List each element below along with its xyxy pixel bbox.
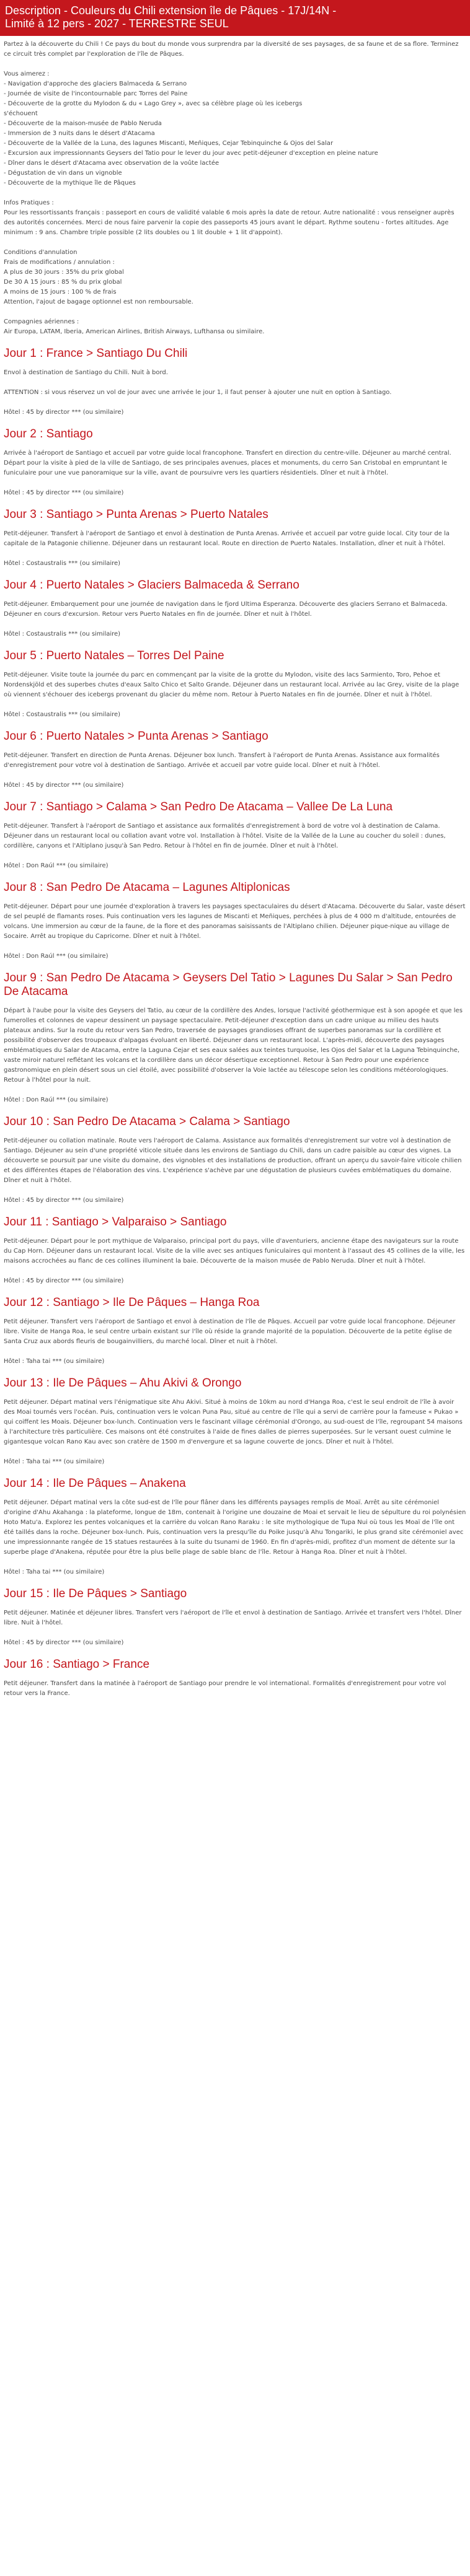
highlight-item: - Immersion de 3 nuits dans le désert d'Atacama xyxy=(4,130,155,137)
highlight-item: s'échouent xyxy=(4,110,38,117)
day-hotel: Hôtel : Don Raúl *** (ou similaire) xyxy=(4,953,109,960)
highlight-item: - Dîner dans le désert d'Atacama avec observation de la voûte lactée xyxy=(4,160,219,167)
day-paragraph: Petit-déjeuner. Transfert à l'aéroport de Santiago et assistance aux formalités d'enregistrement à bord de votre vol à destination de Calama. Déjeuner dans un restaurant local ou collation avant votre vol. Installation à l'hôtel. Visite de la Vallée de la Lune au coucher du soleil : dunes, cordillère, canyons et l'Altiplano jusqu'à San Pedro. Retour à l'hôtel en fin de journée. Dîner et nuit à l'hôtel. xyxy=(4,823,446,849)
page-title-line-1: Description - Couleurs du Chili extension île de Pâques - 17J/14N - xyxy=(5,4,337,17)
day-section xyxy=(0,1115,470,1206)
cancellation-title: Conditions d'annulation xyxy=(4,249,78,256)
day-title: Jour 4 : Puerto Natales > Glaciers Balmaceda & Serrano xyxy=(4,579,299,592)
highlight-item: - Journée de visite de l'incontournable parc Torres del Paine xyxy=(4,90,188,97)
day-hotel: Hôtel : Costaustralis *** (ou similaire) xyxy=(4,560,121,567)
day-body xyxy=(0,751,470,791)
highlight-item: - Découverte de la Vallée de la Luna, des lagunes Miscanti, Meñiques, Cejar Tebinquinche & Ojos del Salar xyxy=(4,140,334,147)
day-hotel: Hôtel : Taha tai *** (ou similaire) xyxy=(4,1458,105,1465)
day-hotel: Hôtel : Costaustralis *** (ou similaire) xyxy=(4,711,121,718)
day-paragraph: Envol à destination de Santiago du Chili. Nuit à bord. xyxy=(4,369,168,376)
page-title-banner xyxy=(0,0,470,36)
day-title: Jour 15 : Ile De Pâques > Santiago xyxy=(4,1587,187,1600)
cancellation-block xyxy=(4,248,466,307)
day-section xyxy=(0,649,470,720)
intro-section xyxy=(0,40,470,337)
day-paragraph: Petit déjeuner. Matinée et déjeuner libres. Transfert vers l'aéroport de l'île et envol à destination de Santiago. Arrivée et transfert vers l'hôtel. Dîner libre. Nuit à l'hôtel. xyxy=(4,1610,462,1626)
practical-info-text: Pour les ressortissants français : passeport en cours de validité valable 6 mois après la date de retour. Autre nationalité : vous renseigner auprès des autorités concernées. Merci de nous faire parvenir la copie des passeports 45 jours avant le départ. Rythme soutenu - fortes altitudes. Age minimum : 9 ans. Chambre triple possible (2 lits doubles ou 1 lit double + 1 lit d'appoint). xyxy=(4,209,454,236)
day-title: Jour 8 : San Pedro De Atacama – Lagunes Altiplonicas xyxy=(4,881,290,894)
day-body xyxy=(0,600,470,639)
day-section xyxy=(0,1296,470,1367)
day-section xyxy=(0,730,470,791)
cancellation-item: A plus de 30 jours : 35% du prix global xyxy=(4,269,124,276)
day-body xyxy=(0,1679,470,1699)
day-paragraph: Petit-déjeuner ou collation matinale. Route vers l'aéroport de Calama. Assistance aux formalités d'enregistrement sur votre vol à destination de Santiago. Déjeuner au sein d'une propriété viticole située dans les environs de Santiago du Chili, dans un cadre paisible au cœur des vignes. La découverte se poursuit par une visite du domaine, des vignobles et des installations de production, offrant un aperçu du savoir-faire viticole chilien et des différentes étapes de l'élaboration des vins. L'expérience s'achève par une dégustation de plusieurs cuvées emblématiques du domaine. Dîner et nuit à l'hôtel. xyxy=(4,1137,462,1184)
day-hotel: Hôtel : Taha tai *** (ou similaire) xyxy=(4,1358,105,1365)
highlight-item: - Excursion aux impressionnants Geysers del Tatio pour le lever du jour avec petit-déjeuner d'exception en pleine nature xyxy=(4,150,378,157)
cancellation-item: De 30 A 15 jours : 85 % du prix global xyxy=(4,279,122,286)
practical-info-block xyxy=(4,198,466,238)
day-body xyxy=(0,368,470,418)
day-paragraph: Petit déjeuner. Départ matinal vers l'énigmatique site Ahu Akivi. Situé à moins de 10km au nord d'Hanga Roa, c'est le seul endroit de l'île à avoir des Moai tournés vers l'océan. Puis, continuation vers le volcan Puna Pau, situé au centre de l'île qui a servi de carrière pour la fameuse « Pukao » qui coiffent les Moais. Déjeuner box-lunch. Continuation vers le fascinant village cérémonial d'Orongo, au sud-ouest de l'île, regroupant 54 maisons à l'architecture très particulière. Ces maisons ont été construites à l'aide de fines dalles de pierres superposées. Sur le versant ouest culmine le gigantesque volcan Rano Kau avec son cratère de 1500 m d'envergure et sa lagune couverte de joncs. Dîner et nuit à l'hôtel. xyxy=(4,1399,463,1445)
day-body xyxy=(0,1136,470,1206)
day-title: Jour 11 : Santiago > Valparaiso > Santiago xyxy=(4,1216,227,1229)
day-section xyxy=(0,347,470,418)
day-body xyxy=(0,1006,470,1105)
day-hotel: Hôtel : Don Raúl *** (ou similaire) xyxy=(4,862,109,869)
day-paragraph: Petit déjeuner. Départ matinal vers la côte sud-est de l'île pour flâner dans les différents paysages remplis de Moaï. Arrêt au site cérémoniel d'origine d'Ahu Akahanga : la plateforme, longue de 18m, contenait à l'origine une douzaine de Moai et servait le lieu de sépulture du roi polynésien Hoto Matu'a. Explorez les pentes volcaniques et la carrière du volcan Rano Raraku : le site mythologique de Tupa Nui où tous les Moaï de l'île ont été taillés dans la roche. Déjeuner box-lunch. Puis, continuation vers la presqu'île du Poike jusqu'à Ahu Tongariki, le plus grand site cérémoniel avec une impressionnante rangée de 15 statues restaurées à la suite du tsunami de 1960. En fin d'après-midi, profitez d'un moment de détente sur la superbe plage d'Anakena, réputée pour être la plus belle plage de sable blanc de l'île. Retour à Hanga Roa. Dîner et nuit à l'hôtel. xyxy=(4,1499,466,1556)
day-section xyxy=(0,1477,470,1577)
day-section xyxy=(0,1377,470,1467)
day-title: Jour 14 : Ile De Pâques – Anakena xyxy=(4,1477,186,1490)
day-body xyxy=(0,1398,470,1467)
highlights-block xyxy=(4,69,466,188)
day-title: Jour 2 : Santiago xyxy=(4,427,93,440)
day-body xyxy=(0,1237,470,1286)
day-hotel: Hôtel : 45 by director *** (ou similaire) xyxy=(4,1277,124,1284)
cancellation-item: Frais de modifications / annulation : xyxy=(4,259,115,266)
day-body xyxy=(0,670,470,720)
day-paragraph: Départ à l'aube pour la visite des Geysers del Tatio, au cœur de la cordillère des Andes, lorsque l'activité géothermique est à son apogée et que les fumerolles et colonnes de vapeur dessinent un paysage spectaculaire. Petit-déjeuner d'exception dans un cadre unique au milieu des hauts plateaux andins. Sur la route du retour vers San Pedro, traversée de paysages grandioses offrant de superbes panoramas sur la cordillère et possibilité d'observer des troupeaux d'alpagas évoluant en liberté. Déjeuner dans un restaurant local. L'après-midi, découverte des paysages emblématiques du Salar de Atacama, entre la Laguna Cejar et ses eaux salées aux teintes turquoise, les Ojos del Salar et la Laguna Tebinquinche, vaste miroir naturel reflétant les volcans et la cordillère dans un décor désertique exceptionnel. Retour à San Pedro pour une expérience gastronomique en plein désert sous un ciel étoilé, avec possibilité d'observer la Voie lactée au télescope selon les conditions météorologiques. Retour à l'hôtel pour la nuit. xyxy=(4,1007,463,1084)
day-body xyxy=(0,529,470,569)
day-title: Jour 16 : Santiago > France xyxy=(4,1658,150,1671)
day-body xyxy=(0,902,470,962)
day-hotel: Hôtel : Taha tai *** (ou similaire) xyxy=(4,1569,105,1575)
day-paragraph: Petit-déjeuner. Départ pour une journée d'exploration à travers les paysages spectaculaires du désert d'Atacama. Découverte du Salar, vaste désert de sel peuplé de flamants roses. Puis continuation vers les lagunes de Miscanti et Meñiques, perchées à plus de 4 000 m d'altitude, entourées de volcans. Une immersion au cœur de la faune, de la flore et des panoramas saisissants de l'Altiplano chilien. Déjeuner pique-nique au village de Socaire. Arrêt au tropique du Capricorne. Dîner et nuit à l'hôtel. xyxy=(4,903,466,940)
highlight-item: - Découverte de la mythique île de Pâques xyxy=(4,180,136,186)
day-section xyxy=(0,579,470,639)
day-body xyxy=(0,1317,470,1367)
day-title: Jour 10 : San Pedro De Atacama > Calama > Santiago xyxy=(4,1115,290,1128)
day-paragraph: Petit déjeuner. Transfert dans la matinée à l'aéroport de Santiago pour prendre le vol international. Formalités d'enregistrement pour votre vol retour vers la France. xyxy=(4,1680,446,1697)
airlines-text: Air Europa, LATAM, Iberia, American Airlines, British Airways, Lufthansa ou similaire. xyxy=(4,328,265,335)
day-title: Jour 13 : Ile De Pâques – Ahu Akivi & Orongo xyxy=(4,1377,242,1390)
highlight-item: - Découverte de la maison-musée de Pablo Neruda xyxy=(4,120,162,127)
day-section xyxy=(0,427,470,498)
day-paragraph: ATTENTION : si vous réservez un vol de jour avec une arrivée le jour 1, il faut penser à ajouter une nuit en option à Santiago. xyxy=(4,389,392,396)
day-title: Jour 6 : Puerto Natales > Punta Arenas > Santiago xyxy=(4,730,268,743)
page-title-line-2: Limité à 12 pers - 2027 - TERRESTRE SEUL xyxy=(5,17,229,30)
day-hotel: Hôtel : 45 by director *** (ou similaire) xyxy=(4,1639,124,1646)
day-section xyxy=(0,971,470,1105)
day-body xyxy=(0,449,470,498)
day-hotel: Hôtel : Don Raúl *** (ou similaire) xyxy=(4,1097,109,1103)
day-paragraph: Petit-déjeuner. Transfert à l'aéroport de Santiago et envol à destination de Punta Arenas. Arrivée et accueil par votre guide local. City tour de la capitale de la Patagonie chilienne. Déjeuner dans un restaurant local. Route en direction de Puerto Natales. Installation, dîner et nuit à l'hôtel. xyxy=(4,530,450,547)
airlines-title: Compagnies aériennes : xyxy=(4,318,79,325)
day-section xyxy=(0,881,470,962)
day-paragraph: Petit-déjeuner. Visite toute la journée du parc en commençant par la visite de la grotte du Mylodon, visite des lacs Sarmiento, Toro, Pehoe et Nordenskjöld et des superbes chutes d'eaux Salto Chico et Salto Grande. Déjeuner dans un restaurant local. Arrivée au lac Grey, visite de la plage où viennent s'échouer des icebergs provenant du glacier du même nom. Retour à Puerto Natales en fin de journée. Dîner et nuit à l'hôtel. xyxy=(4,672,459,698)
day-section xyxy=(0,1658,470,1699)
day-hotel: Hôtel : 45 by director *** (ou similaire) xyxy=(4,489,124,496)
day-paragraph: Petit-déjeuner. Départ pour le port mythique de Valparaiso, principal port du pays, ville d'aventuriers, ancienne étape des navigateurs sur la route du Cap Horn. Déjeuner dans un restaurant local. Visite de la ville avec ses antiques funiculaires qui montent à l'assaut des 45 collines de la ville, les maisons accrochées au flanc de ces collines illuminent la baie. Découverte de la maison musée de Pablo Neruda. Dîner et nuit à l'hôtel. xyxy=(4,1238,465,1264)
cancellation-item: A moins de 15 jours : 100 % de frais xyxy=(4,289,117,296)
day-section xyxy=(0,1587,470,1648)
itinerary-days xyxy=(0,347,470,1699)
day-title: Jour 7 : Santiago > Calama > San Pedro De Atacama – Vallee De La Luna xyxy=(4,800,393,813)
day-paragraph: Petit-déjeuner. Transfert en direction de Punta Arenas. Déjeuner box lunch. Transfert à l'aéroport de Punta Arenas. Assistance aux formalités d'enregistrement pour votre vol à destination de Santiago. Arrivée et accueil par votre guide local. Dîner et nuit à l'hôtel. xyxy=(4,752,440,769)
day-paragraph: Petit-déjeuner. Embarquement pour une journée de navigation dans le fjord Ultima Esperanza. Découverte des glaciers Serrano et Balmaceda. Déjeuner en cours d'excursion. Retour vers Puerto Natales en fin de journée. Dîner et nuit à l'hôtel. xyxy=(4,601,448,618)
day-hotel: Hôtel : Costaustralis *** (ou similaire) xyxy=(4,631,121,637)
day-title: Jour 5 : Puerto Natales – Torres Del Paine xyxy=(4,649,224,662)
day-paragraph: Arrivée à l'aéroport de Santiago et accueil par votre guide local francophone. Transfert en direction du centre-ville. Déjeuner au marché central. Départ pour la visite à pied de la ville de Santiago, de ses principales avenues, places et monuments, du cerro San Cristobal en empruntant le funiculaire pour une vue panoramique sur la ville, avant de poursuivre vers les quartiers résidentiels. Dîner et nuit à l'hôtel. xyxy=(4,450,451,476)
highlight-item: - Dégustation de vin dans un vignoble xyxy=(4,170,122,177)
highlight-item: - Découverte de la grotte du Mylodon & du « Lago Grey », avec sa célèbre plage où les icebergs xyxy=(4,100,303,107)
intro-description: Partez à la découverte du Chili ! Ce pays du bout du monde vous surprendra par la diversité de ses paysages, de sa faune et de sa flore. Terminez ce circuit très complet par l'exploration de l'île de Pâques. xyxy=(4,41,459,58)
highlight-item: - Navigation d'approche des glaciers Balmaceda & Serrano xyxy=(4,81,187,87)
airlines-block xyxy=(4,317,466,337)
day-body xyxy=(0,821,470,871)
day-section xyxy=(0,508,470,569)
day-section xyxy=(0,1216,470,1286)
day-hotel: Hôtel : 45 by director *** (ou similaire) xyxy=(4,782,124,789)
cancellation-item: Attention, l'ajout de bagage optionnel est non remboursable. xyxy=(4,299,193,305)
day-paragraph: Petit déjeuner. Transfert vers l'aéroport de Santiago et envol à destination de l'île de Pâques. Accueil par votre guide local francophone. Déjeuner libre. Visite de Hanga Roa, le seul centre urbain existant sur l'île où réside la grande majorité de la population. Découverte de la petite église de Santa Cruz aux abords fleuris de bougainvilliers, du marché local. Dîner et nuit à l'hôtel. xyxy=(4,1318,456,1345)
highlights-title: Vous aimerez : xyxy=(4,71,50,77)
day-title: Jour 9 : San Pedro De Atacama > Geysers Del Tatio > Lagunes Du Salar > San Pedro De Atacama xyxy=(4,971,453,998)
day-body xyxy=(0,1608,470,1648)
day-title: Jour 1 : France > Santiago Du Chili xyxy=(4,347,188,360)
day-title: Jour 3 : Santiago > Punta Arenas > Puerto Natales xyxy=(4,508,268,521)
practical-info-title: Infos Pratiques : xyxy=(4,199,54,206)
day-body xyxy=(0,1498,470,1577)
day-section xyxy=(0,800,470,871)
day-hotel: Hôtel : 45 by director *** (ou similaire) xyxy=(4,1197,124,1204)
day-hotel: Hôtel : 45 by director *** (ou similaire) xyxy=(4,409,124,416)
day-title: Jour 12 : Santiago > Ile De Pâques – Hanga Roa xyxy=(4,1296,260,1309)
